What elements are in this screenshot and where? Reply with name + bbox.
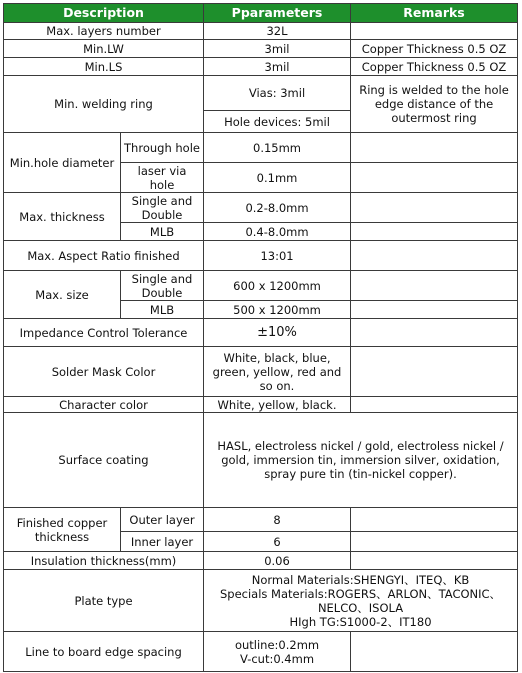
row-label: Finished copper thickness xyxy=(4,508,121,552)
table-row xyxy=(4,76,518,111)
row-value xyxy=(204,632,351,672)
row-remark xyxy=(351,23,518,40)
row-remark xyxy=(351,347,518,397)
row-sublabel: Single and Double xyxy=(121,193,204,223)
row-value: 0.06 xyxy=(204,552,351,570)
row-label: Max. thickness xyxy=(4,193,121,241)
row-label: Max. Aspect Ratio finished xyxy=(4,241,204,271)
table-row xyxy=(4,319,518,347)
row-value: Vias: 3mil xyxy=(204,76,351,111)
header-description: Description xyxy=(4,4,204,23)
row-remark xyxy=(351,271,518,301)
row-remark: Copper Thickness 0.5 OZ xyxy=(351,40,518,58)
row-sublabel: Outer layer xyxy=(121,508,204,532)
row-sublabel: laser via hole xyxy=(121,163,204,193)
row-label: Min. welding ring xyxy=(4,76,204,133)
row-remark xyxy=(351,223,518,241)
header-remarks: Remarks xyxy=(351,4,518,23)
table-row xyxy=(4,40,518,58)
row-label: Solder Mask Color xyxy=(4,347,204,397)
table-row xyxy=(4,271,518,301)
row-remark xyxy=(351,133,518,163)
table-row xyxy=(4,632,518,672)
table-row xyxy=(4,347,518,397)
row-remark xyxy=(351,552,518,570)
row-label: Min.hole diameter xyxy=(4,133,121,193)
row-remark xyxy=(351,241,518,271)
row-label: Max. size xyxy=(4,271,121,319)
edge-spacing-line: V-cut:0.4mm xyxy=(240,651,315,666)
table-row xyxy=(4,193,518,223)
row-value: 32L xyxy=(204,23,351,40)
row-label: Line to board edge spacing xyxy=(4,632,204,672)
row-label: Max. layers number xyxy=(4,23,204,40)
row-label: Impedance Control Tolerance xyxy=(4,319,204,347)
table-row xyxy=(4,413,518,508)
row-sublabel: Through hole xyxy=(121,133,204,163)
row-value: 0.15mm xyxy=(204,133,351,163)
row-remark xyxy=(351,319,518,347)
row-remark: Ring is welded to the hole edge distance of the outermost ring xyxy=(351,76,518,133)
row-value xyxy=(204,570,518,632)
row-remark xyxy=(351,532,518,552)
row-value: 500 x 1200mm xyxy=(204,301,351,319)
row-label: Character color xyxy=(4,397,204,413)
row-sublabel: Single and Double xyxy=(121,271,204,301)
plate-type-line: HIgh TG:S1000-2、IT180 xyxy=(289,614,432,629)
table-row xyxy=(4,552,518,570)
plate-type-line: Specials Materials:ROGERS、ARLON、TACONIC、 xyxy=(219,586,502,601)
row-value: 8 xyxy=(204,508,351,532)
table-row xyxy=(4,133,518,163)
row-value: Hole devices: 5mil xyxy=(204,111,351,133)
table-row xyxy=(4,241,518,271)
plate-type-line: NELCO、ISOLA xyxy=(317,600,404,615)
row-sublabel: MLB xyxy=(121,301,204,319)
row-remark xyxy=(351,508,518,532)
table-row xyxy=(4,570,518,632)
table-row xyxy=(4,58,518,76)
header-parameters: Pparameters xyxy=(204,4,351,23)
row-value: 600 x 1200mm xyxy=(204,271,351,301)
row-remark xyxy=(351,163,518,193)
row-value: 6 xyxy=(204,532,351,552)
row-value: 13:01 xyxy=(204,241,351,271)
row-sublabel: Inner layer xyxy=(121,532,204,552)
row-value: 3mil xyxy=(204,40,351,58)
row-value: White, black, blue, green, yellow, red and so on. xyxy=(204,347,351,397)
row-label: Min.LS xyxy=(4,58,204,76)
row-remark: Copper Thickness 0.5 OZ xyxy=(351,58,518,76)
row-remark xyxy=(351,301,518,319)
table-row xyxy=(4,508,518,532)
plate-type-line: Normal Materials:SHENGYI、ITEQ、KB xyxy=(251,572,470,587)
row-value: White, yellow, black. xyxy=(204,397,351,413)
row-remark xyxy=(351,397,518,413)
pcb-capability-table xyxy=(3,3,518,672)
table-row xyxy=(4,23,518,40)
row-label: Surface coating xyxy=(4,413,204,508)
row-label: Min.LW xyxy=(4,40,204,58)
row-value: 0.1mm xyxy=(204,163,351,193)
row-value: HASL, electroless nickel / gold, electroless nickel / gold, immersion tin, immersion silver, oxidation, spray pure tin (tin-nickel copper). xyxy=(204,413,518,508)
row-value: 0.4-8.0mm xyxy=(204,223,351,241)
row-value: 3mil xyxy=(204,58,351,76)
header-row xyxy=(4,4,518,23)
table-row xyxy=(4,397,518,413)
row-remark xyxy=(351,632,518,672)
row-value: 0.2-8.0mm xyxy=(204,193,351,223)
row-label: Insulation thickness(mm) xyxy=(4,552,204,570)
row-remark xyxy=(351,193,518,223)
row-sublabel: MLB xyxy=(121,223,204,241)
edge-spacing-line: outline:0.2mm xyxy=(234,637,320,652)
row-value: ±10% xyxy=(204,319,351,347)
row-label: Plate type xyxy=(4,570,204,632)
